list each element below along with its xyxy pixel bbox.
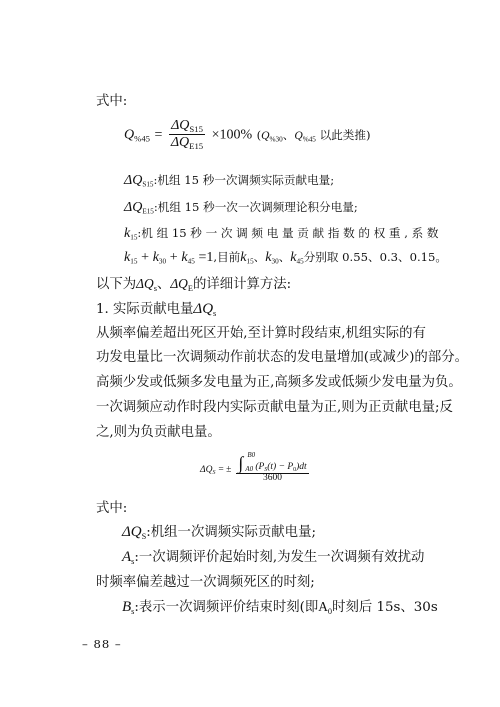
integral-lower-limit: A0 <box>245 464 254 473</box>
paragraph-line-1: 从频率偏差超出死区开始,至计算时段结束,机组实际的有 <box>96 326 426 341</box>
k-weights-line: $k_{15} + k_{30} + k_{45} =1$,目前$k_{15}$、$k_{30}$、$k_{45}$分别取 0.55、0.3、0.15。 <box>124 250 448 266</box>
section-heading-1: 1. 实际贡献电量$\Delta Q_s$ <box>96 301 217 318</box>
definition-a: $A_s$:一次调频评价起始时刻,为发生一次调频有效扰动 <box>122 549 425 566</box>
integral-fraction <box>236 451 308 484</box>
formula-note: ($Q_{\%30}$、$Q_{\%45}$ 以此类推) <box>256 127 371 144</box>
times-percent: ×100% <box>211 127 253 143</box>
definition-a-cont: 时频率偏差越过一次调频死区的时刻; <box>96 575 315 590</box>
definition-b: $B_s$:表示一次调频评价结束时刻(即$A_0$时刻后 15s、30s <box>122 599 438 616</box>
ratio-fraction <box>169 118 205 151</box>
calc-intro: 以下为$\Delta Q_s$、$\Delta Q_E$的详细计算方法: <box>96 276 292 293</box>
integral-denominator: 3600 <box>263 473 283 484</box>
fraction-numerator: $\Delta Q_{S15}$ <box>169 118 205 135</box>
paragraph-line-4: 一次调频应动作时段内实际贡献电量为正,则为正贡献电量;反 <box>96 400 453 415</box>
definition-k15: $k_{15}$:机 组 15 秒 一 次 调 频 电 量 贡 献 指 数 的 权 重 , 系 数 <box>124 226 439 242</box>
where-label-1: 式中: <box>96 94 128 109</box>
paragraph-line-5: 之,则为负贡献电量。 <box>96 425 221 440</box>
integral-lhs: $\Delta Q_S$ <box>200 464 216 476</box>
page-number: – 88 – <box>82 637 122 651</box>
paragraph-line-2: 功发电量比一次调频动作前状态的发电量增加(或减少)的部分。 <box>96 350 468 365</box>
equals-sign: = <box>154 127 163 143</box>
definition-s15: $\Delta Q_{S15}$:机组 15 秒一次调频实际贡献电量; <box>124 173 335 189</box>
formula-integral: $\Delta Q_S$ = ± ∫ B0 A0 $(P_S(t) - P_0)dt$ 3600 <box>200 451 307 484</box>
q-subscript: %45 <box>134 133 151 144</box>
paragraph-line-3: 高频少发或低频多发电量为正,高频多发或低频少发电量为负。 <box>96 375 462 390</box>
fraction-denominator: $\Delta Q_{E15}$ <box>170 135 204 152</box>
q-symbol: Q <box>124 127 135 143</box>
where-label-2: 式中: <box>96 501 128 516</box>
integral-sign: ∫ <box>238 453 244 473</box>
formula-ratio <box>124 118 370 151</box>
definition-qs: $\Delta Q_S$:机组一次调频实际贡献电量; <box>122 524 316 541</box>
integral-upper-limit: B0 <box>247 451 256 459</box>
integral-numerator: ∫ B0 A0 $(P_S(t) - P_0)dt$ <box>238 451 307 474</box>
definition-e15: $\Delta Q_{E15}$:机组 15 秒一次一次调频理论积分电量; <box>124 200 358 216</box>
